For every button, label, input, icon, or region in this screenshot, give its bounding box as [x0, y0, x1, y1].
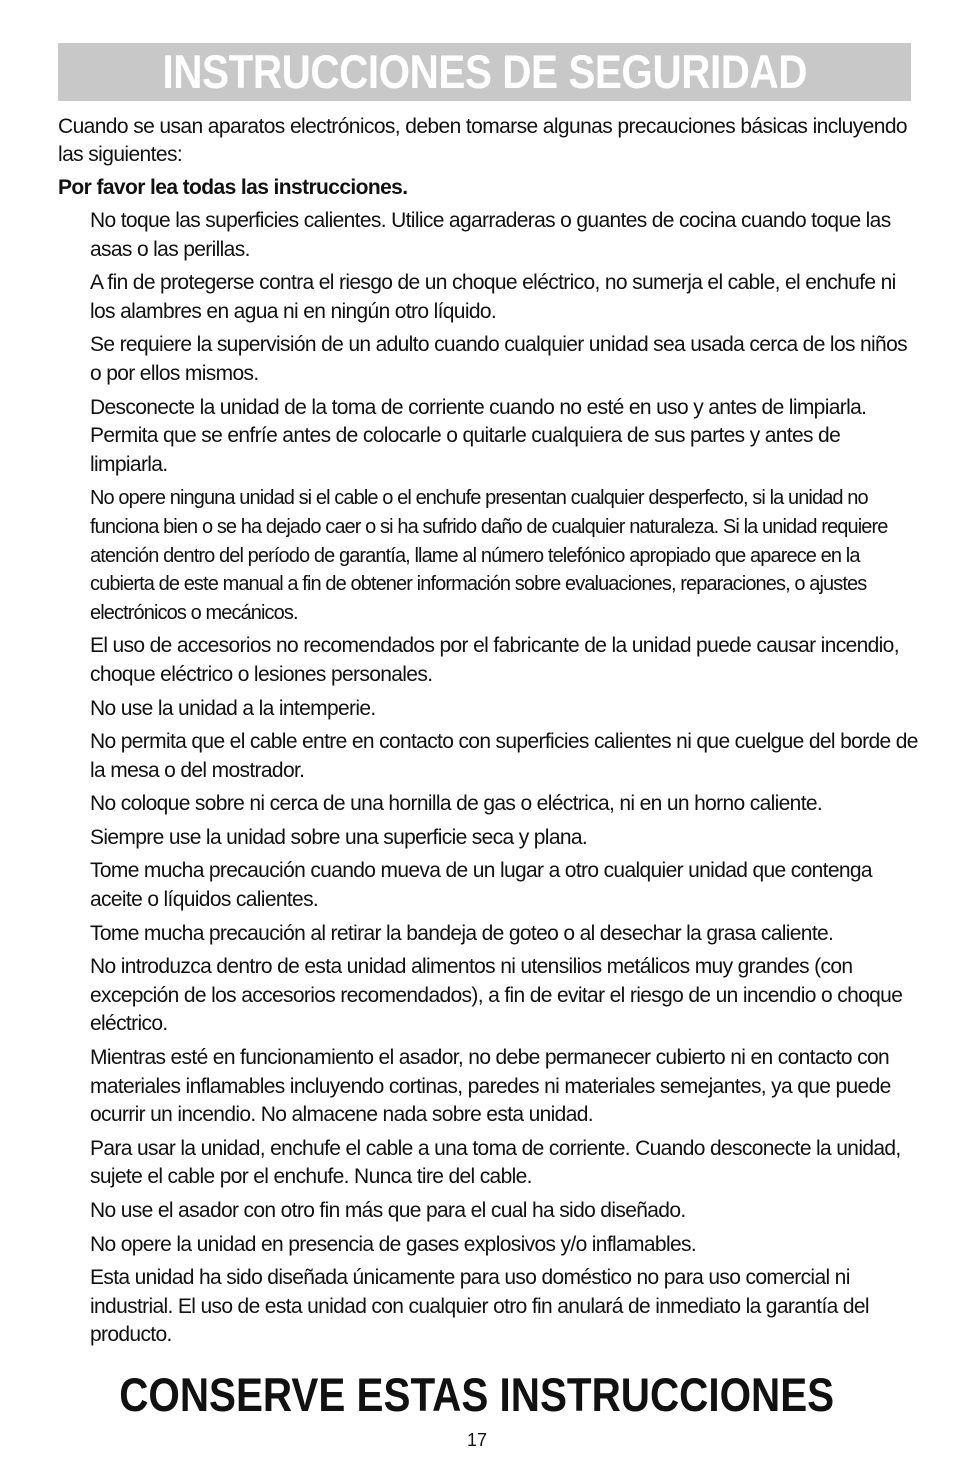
page-number: 17 — [466, 1430, 488, 1450]
section-title: INSTRUCCIONES DE SEGURIDAD — [162, 45, 807, 98]
safety-item: No toque las superficies calientes. Utilice agarraderas o guantes de cocina cuando toque las asas o las perillas. — [90, 209, 891, 261]
read-all-instructions: Por favor lea todas las instrucciones. — [58, 176, 408, 199]
safety-item: No use el asador con otro fin más que para el cual ha sido diseñado. — [90, 1199, 686, 1222]
safety-item: No permita que el cable entre en contacto con superficies calientes ni que cuelgue del borde de la mesa o del mostrador. — [90, 730, 918, 782]
safety-instructions-list — [90, 207, 918, 1355]
safety-item: Se requiere la supervisión de un adulto cuando cualquier unidad sea usada cerca de los niños o por ellos mismos. — [90, 333, 907, 385]
safety-item: No opere la unidad en presencia de gases explosivos y/o inflamables. — [90, 1232, 697, 1256]
safety-item: A fin de protegerse contra el riesgo de un choque eléctrico, no sumerja el cable, el enchufe ni los alambres en agua ni en ningún otro líquido. — [90, 271, 896, 323]
safety-item: No introduzca dentro de esta unidad alimentos ni utensilios metálicos muy grandes (con excepción de los accesorios recomendados), a fin de evitar el riesgo de un incendio o choque eléctrico. — [90, 955, 903, 1036]
safety-item: Tome mucha precaución cuando mueva de un lugar a otro cualquier unidad que contenga aceite o líquidos calientes. — [90, 859, 872, 912]
safety-item: No opere ninguna unidad si el cable o el enchufe presentan cualquier desperfecto, si la unidad no funciona bien o se ha dejado caer o si ha sufrido daño de cualquier naturaleza. Si la unidad requiere atención dentro del período de garantía, llame al número telefónico apropiado que aparece en la cubierta de este manual a fin de obtener información sobre evaluaciones, reparaciones, o ajustes electrónicos o mecánicos. — [90, 487, 888, 624]
safety-item: Siempre use la unidad sobre una superficie seca y plana. — [90, 825, 588, 849]
safety-item: Tome mucha precaución al retirar la bandeja de goteo o al desechar la grasa caliente. — [90, 921, 834, 945]
safety-item: No coloque sobre ni cerca de una hornilla de gas o eléctrica, ni en un horno caliente. — [90, 792, 823, 816]
safety-item: Para usar la unidad, enchufe el cable a una toma de corriente. Cuando desconecte la unidad, sujete el cable por el enchufe. Nunca tire del cable. — [90, 1136, 901, 1189]
safety-item: Mientras esté en funcionamiento el asador, no debe permanecer cubierto ni en contacto con materiales inflamables incluyendo cortinas, paredes ni materiales semejantes, ya que puede ocurrir un incendio. No almacene nada sobre esta unidad. — [90, 1046, 891, 1127]
section-title-bar — [58, 43, 911, 101]
safety-item: No use la unidad a la intemperie. — [90, 696, 376, 720]
save-instructions-heading: CONSERVE ESTAS INSTRUCCIONES — [119, 1368, 835, 1421]
intro-paragraph: Cuando se usan aparatos electrónicos, deben tomarse algunas precauciones básicas incluyendo las siguientes: — [58, 115, 907, 166]
safety-item: Esta unidad ha sido diseñada únicamente para uso doméstico no para uso comercial ni industrial. El uso de esta unidad con cualquier otro fin anulará de inmediato la garantía del producto. — [90, 1266, 869, 1347]
safety-item: Desconecte la unidad de la toma de corriente cuando no esté en uso y antes de limpiarla. Permita que se enfríe antes de colocarle o quitarle cualquiera de sus partes y antes de limpiarla. — [90, 395, 867, 476]
save-instructions-heading-wrapper — [0, 1366, 954, 1424]
safety-item: El uso de accesorios no recomendados por el fabricante de la unidad puede causar incendio, choque eléctrico o lesiones personales. — [90, 634, 899, 686]
